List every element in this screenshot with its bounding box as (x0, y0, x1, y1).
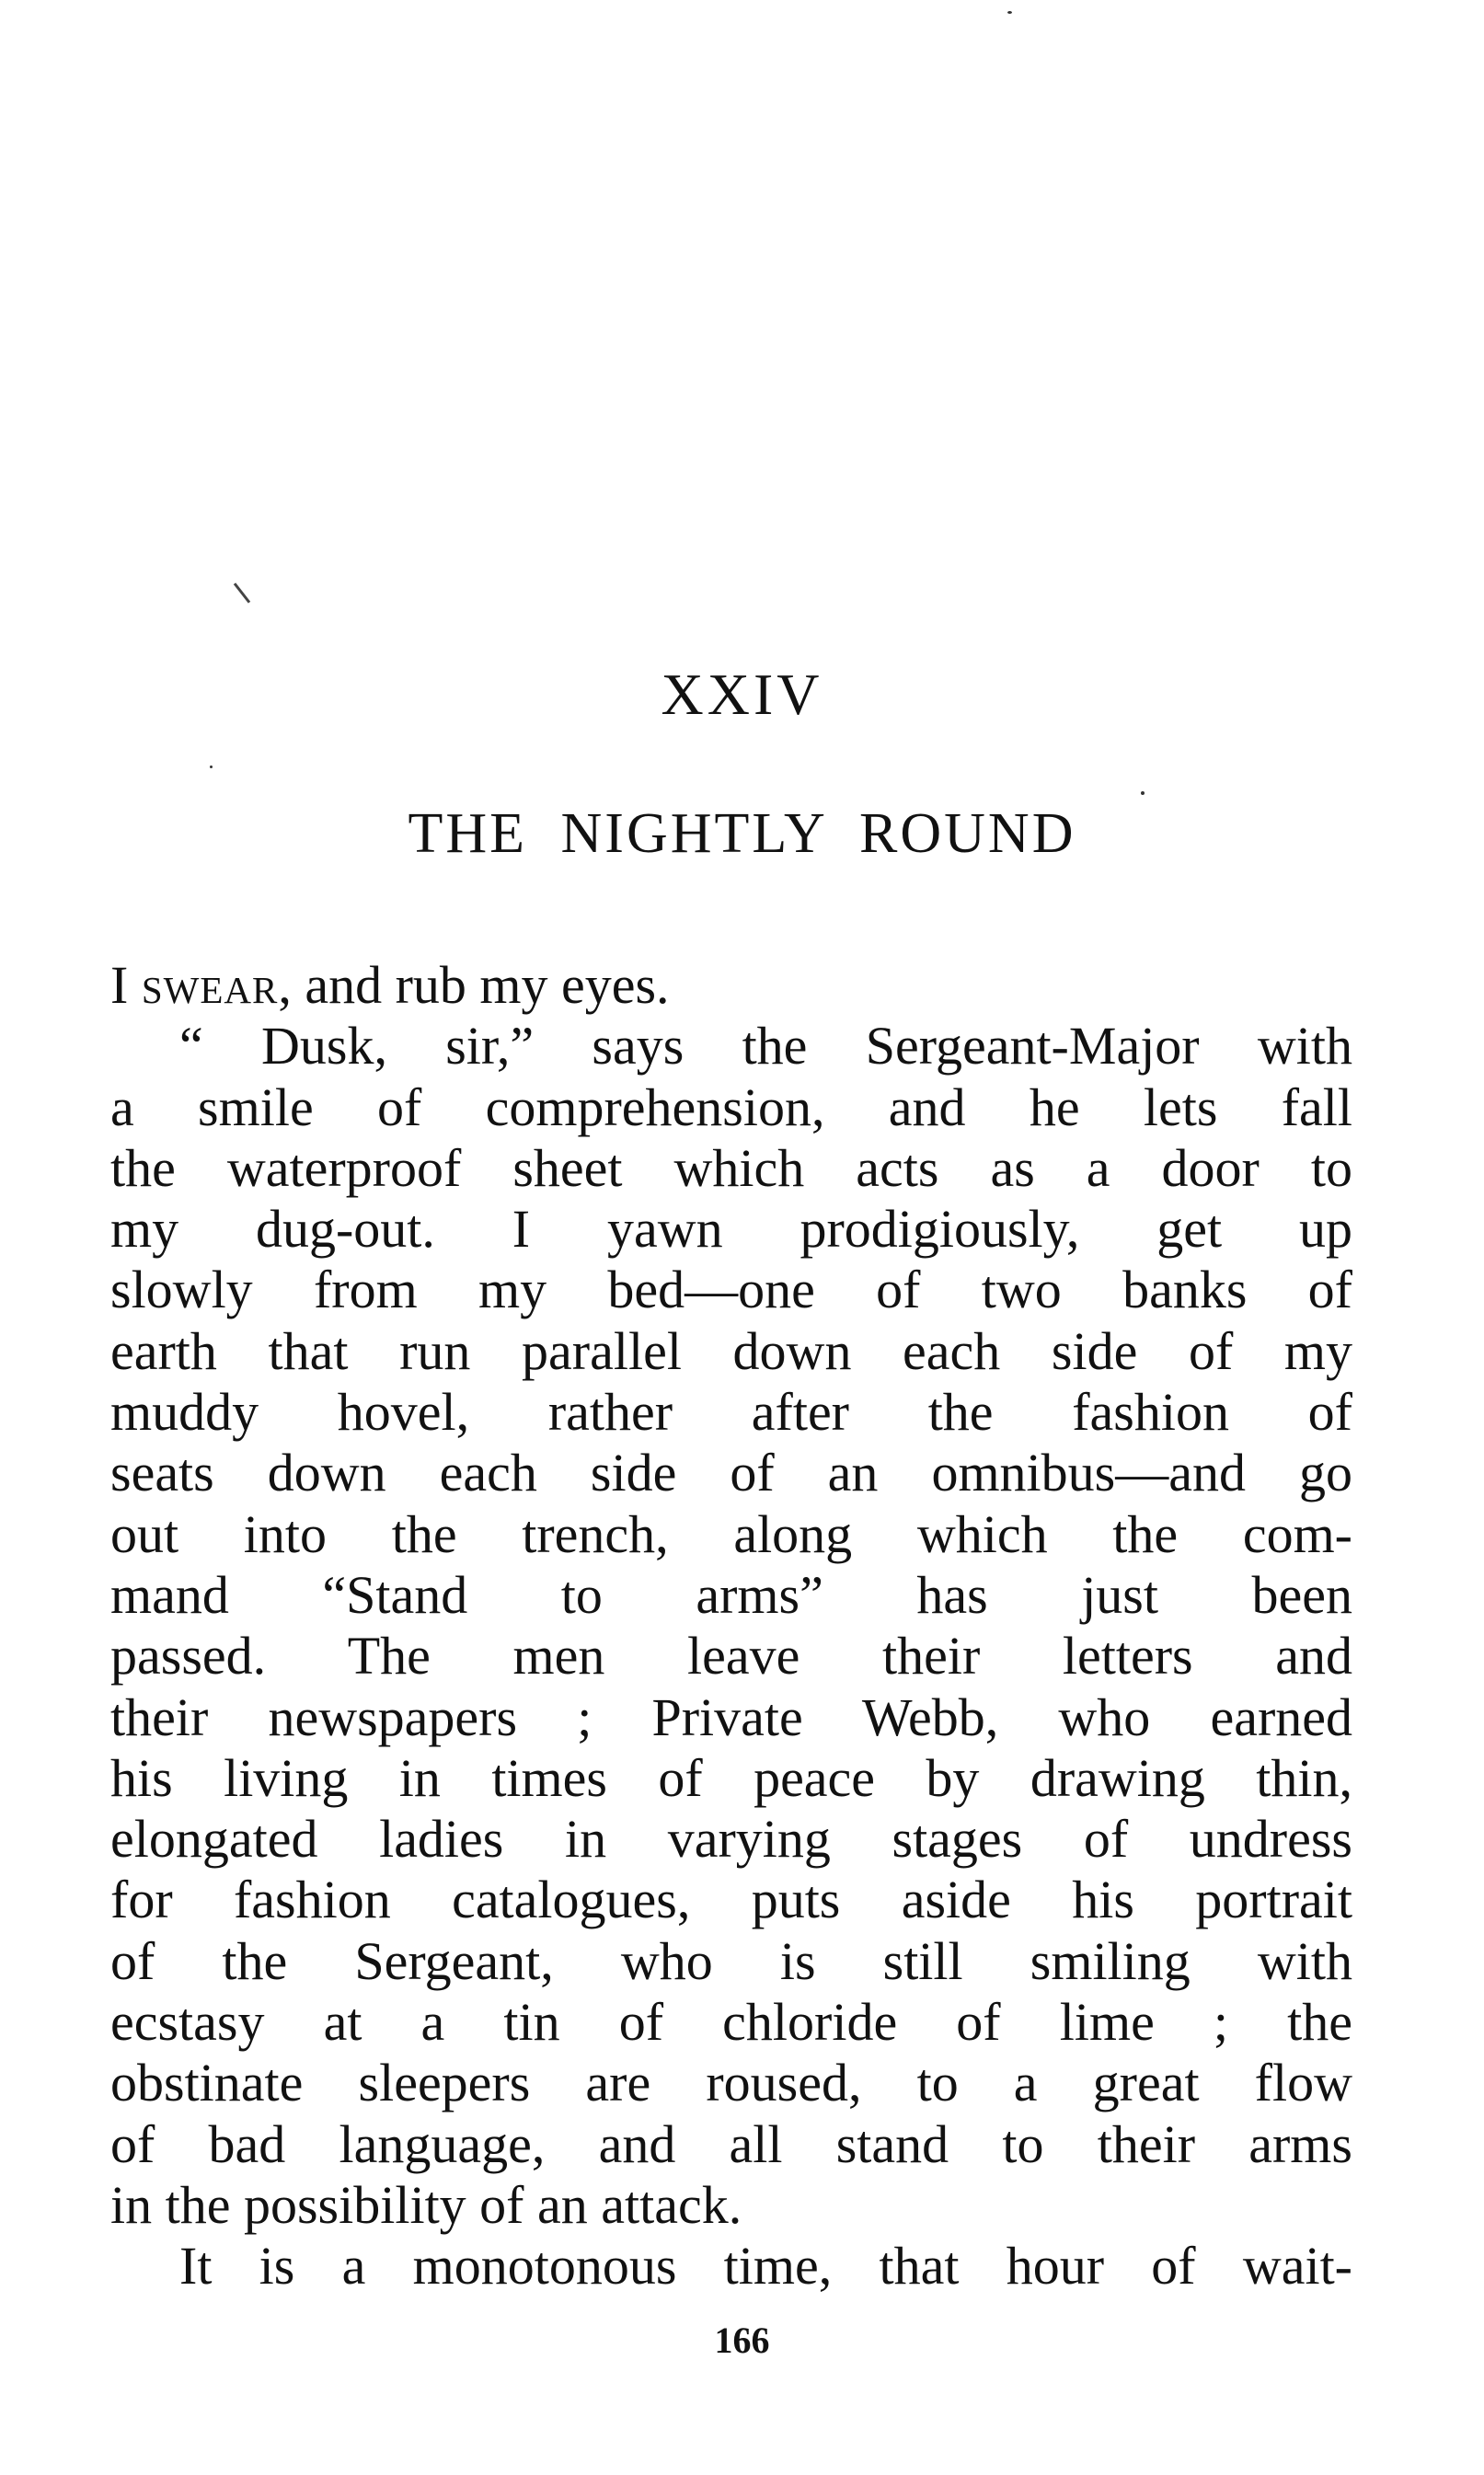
text-line-16: for fashion catalogues, puts aside his portrait (110, 1870, 1352, 1930)
chapter-title: THE NIGHTLY ROUND (408, 802, 1076, 865)
scan-speck (1007, 11, 1012, 14)
text-line-18: ecstasy at a tin of chloride of lime ; the (110, 1992, 1352, 2053)
chapter-number: XXIV (661, 662, 823, 727)
text-line-2: “ Dusk, sir,” says the Sergeant-Major with (179, 1016, 1352, 1076)
page-number: 166 (714, 2320, 770, 2361)
text-line-19: obstinate sleepers are roused, to a great flow (110, 2053, 1352, 2113)
text-line-12: passed. The men leave their letters and (110, 1626, 1352, 1686)
text-line-8: muddy hovel, rather after the fashion of (110, 1382, 1352, 1443)
text-line-21: in the possibility of an attack. (110, 2174, 742, 2235)
text-line-22: It is a monotonous time, that hour of wait- (179, 2236, 1352, 2297)
text-line-20: of bad language, and all stand to their arms (110, 2113, 1352, 2174)
text-line-3: a smile of comprehension, and he lets fall (110, 1076, 1352, 1137)
text-line-11: mand “Stand to arms” has just been (110, 1564, 1352, 1625)
text-line-1-prefix: I (110, 955, 142, 1015)
text-line-4: the waterproof sheet which acts as a door to (110, 1137, 1352, 1198)
text-line-6: slowly from my bed—one of two banks of (110, 1260, 1352, 1320)
scan-speck (210, 766, 213, 768)
text-line-1-smallcaps: swear (141, 955, 279, 1015)
text-line-10: out into the trench, along which the com- (110, 1503, 1352, 1564)
text-line-7: earth that run parallel down each side of my (110, 1320, 1352, 1381)
text-line-9: seats down each side of an omnibus—and go (110, 1443, 1352, 1503)
text-line-1 (110, 955, 1352, 1016)
scan-speck (1141, 791, 1145, 795)
text-line-17: of the Sergeant, who is still smiling with (110, 1930, 1352, 1991)
text-line-13: their newspapers ; Private Webb, who earned (110, 1686, 1352, 1747)
text-line-1-rest: , and rub my eyes. (278, 955, 670, 1015)
text-line-5: my dug-out. I yawn prodigiously, get up (110, 1199, 1352, 1260)
text-line-14: his living in times of peace by drawing thin, (110, 1747, 1352, 1808)
body-text (110, 955, 1352, 2297)
text-line-15: elongated ladies in varying stages of undress (110, 1809, 1352, 1870)
scan-scratch-mark (234, 582, 250, 603)
